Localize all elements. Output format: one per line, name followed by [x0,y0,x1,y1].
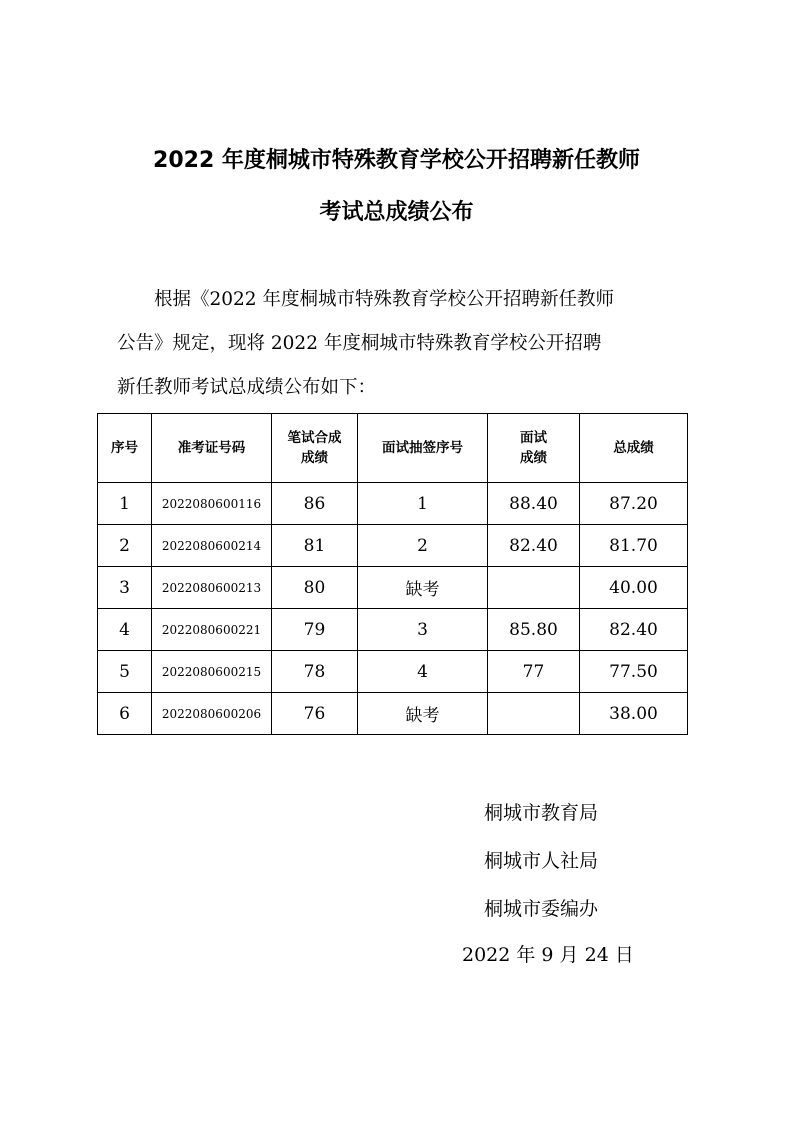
header-seq: 序号 [98,414,152,483]
cell-interview-score: 82.40 [488,525,580,567]
cell-interview-score [488,567,580,609]
cell-total-score: 87.20 [580,483,688,525]
cell-ticket-number: 2022080600213 [152,567,272,609]
signoff-org-staffing-office: 桐城市委编办 [484,898,599,920]
cell-draw-number: 1 [358,483,488,525]
cell-ticket-number: 2022080600206 [152,693,272,735]
cell-total-score: 81.70 [580,525,688,567]
cell-seq: 6 [98,693,152,735]
cell-total-score: 77.50 [580,651,688,693]
intro-line: 根据《2022 年度桐城市特殊教育学校公开招聘新任教师 [117,289,614,310]
cell-interview-score: 77 [488,651,580,693]
cell-written-score: 79 [272,609,358,651]
document-subtitle: 考试总成绩公布 [319,200,474,225]
document-title: 2022 年度桐城市特殊教育学校公开招聘新任教师 [153,148,640,173]
header-interview-score: 面试 成绩 [488,414,580,483]
table-row [98,693,688,735]
table-row [98,525,688,567]
cell-ticket-number: 2022080600116 [152,483,272,525]
cell-seq: 3 [98,567,152,609]
cell-seq: 5 [98,651,152,693]
header-written-score: 笔试合成 成绩 [272,414,358,483]
cell-ticket-number: 2022080600215 [152,651,272,693]
intro-paragraph [117,278,689,410]
table-row [98,567,688,609]
intro-line: 新任教师考试总成绩公布如下： [117,377,377,398]
cell-draw-number: 3 [358,609,488,651]
table-row [98,609,688,651]
signoff-date: 2022 年 9 月 24 日 [462,944,634,966]
signoff-org-education-bureau: 桐城市教育局 [484,802,599,824]
signoff-org-hr-bureau: 桐城市人社局 [484,850,599,872]
cell-written-score: 86 [272,483,358,525]
cell-interview-score [488,693,580,735]
cell-seq: 2 [98,525,152,567]
header-total-score: 总成绩 [580,414,688,483]
scores-table [97,413,688,735]
cell-written-score: 76 [272,693,358,735]
cell-total-score: 82.40 [580,609,688,651]
cell-interview-score: 85.80 [488,609,580,651]
header-ticket-number: 准考证号码 [152,414,272,483]
cell-total-score: 38.00 [580,693,688,735]
cell-ticket-number: 2022080600214 [152,525,272,567]
table-row [98,483,688,525]
cell-draw-number: 2 [358,525,488,567]
cell-written-score: 78 [272,651,358,693]
cell-seq: 4 [98,609,152,651]
cell-written-score: 80 [272,567,358,609]
table-header-row [98,414,688,483]
cell-draw-number: 缺考 [358,693,488,735]
cell-total-score: 40.00 [580,567,688,609]
cell-seq: 1 [98,483,152,525]
cell-ticket-number: 2022080600221 [152,609,272,651]
cell-draw-number: 缺考 [358,567,488,609]
table-row [98,651,688,693]
cell-interview-score: 88.40 [488,483,580,525]
header-interview-draw-number: 面试抽签序号 [358,414,488,483]
intro-line: 公告》规定，现将 2022 年度桐城市特殊教育学校公开招聘 [117,333,602,354]
cell-written-score: 81 [272,525,358,567]
cell-draw-number: 4 [358,651,488,693]
